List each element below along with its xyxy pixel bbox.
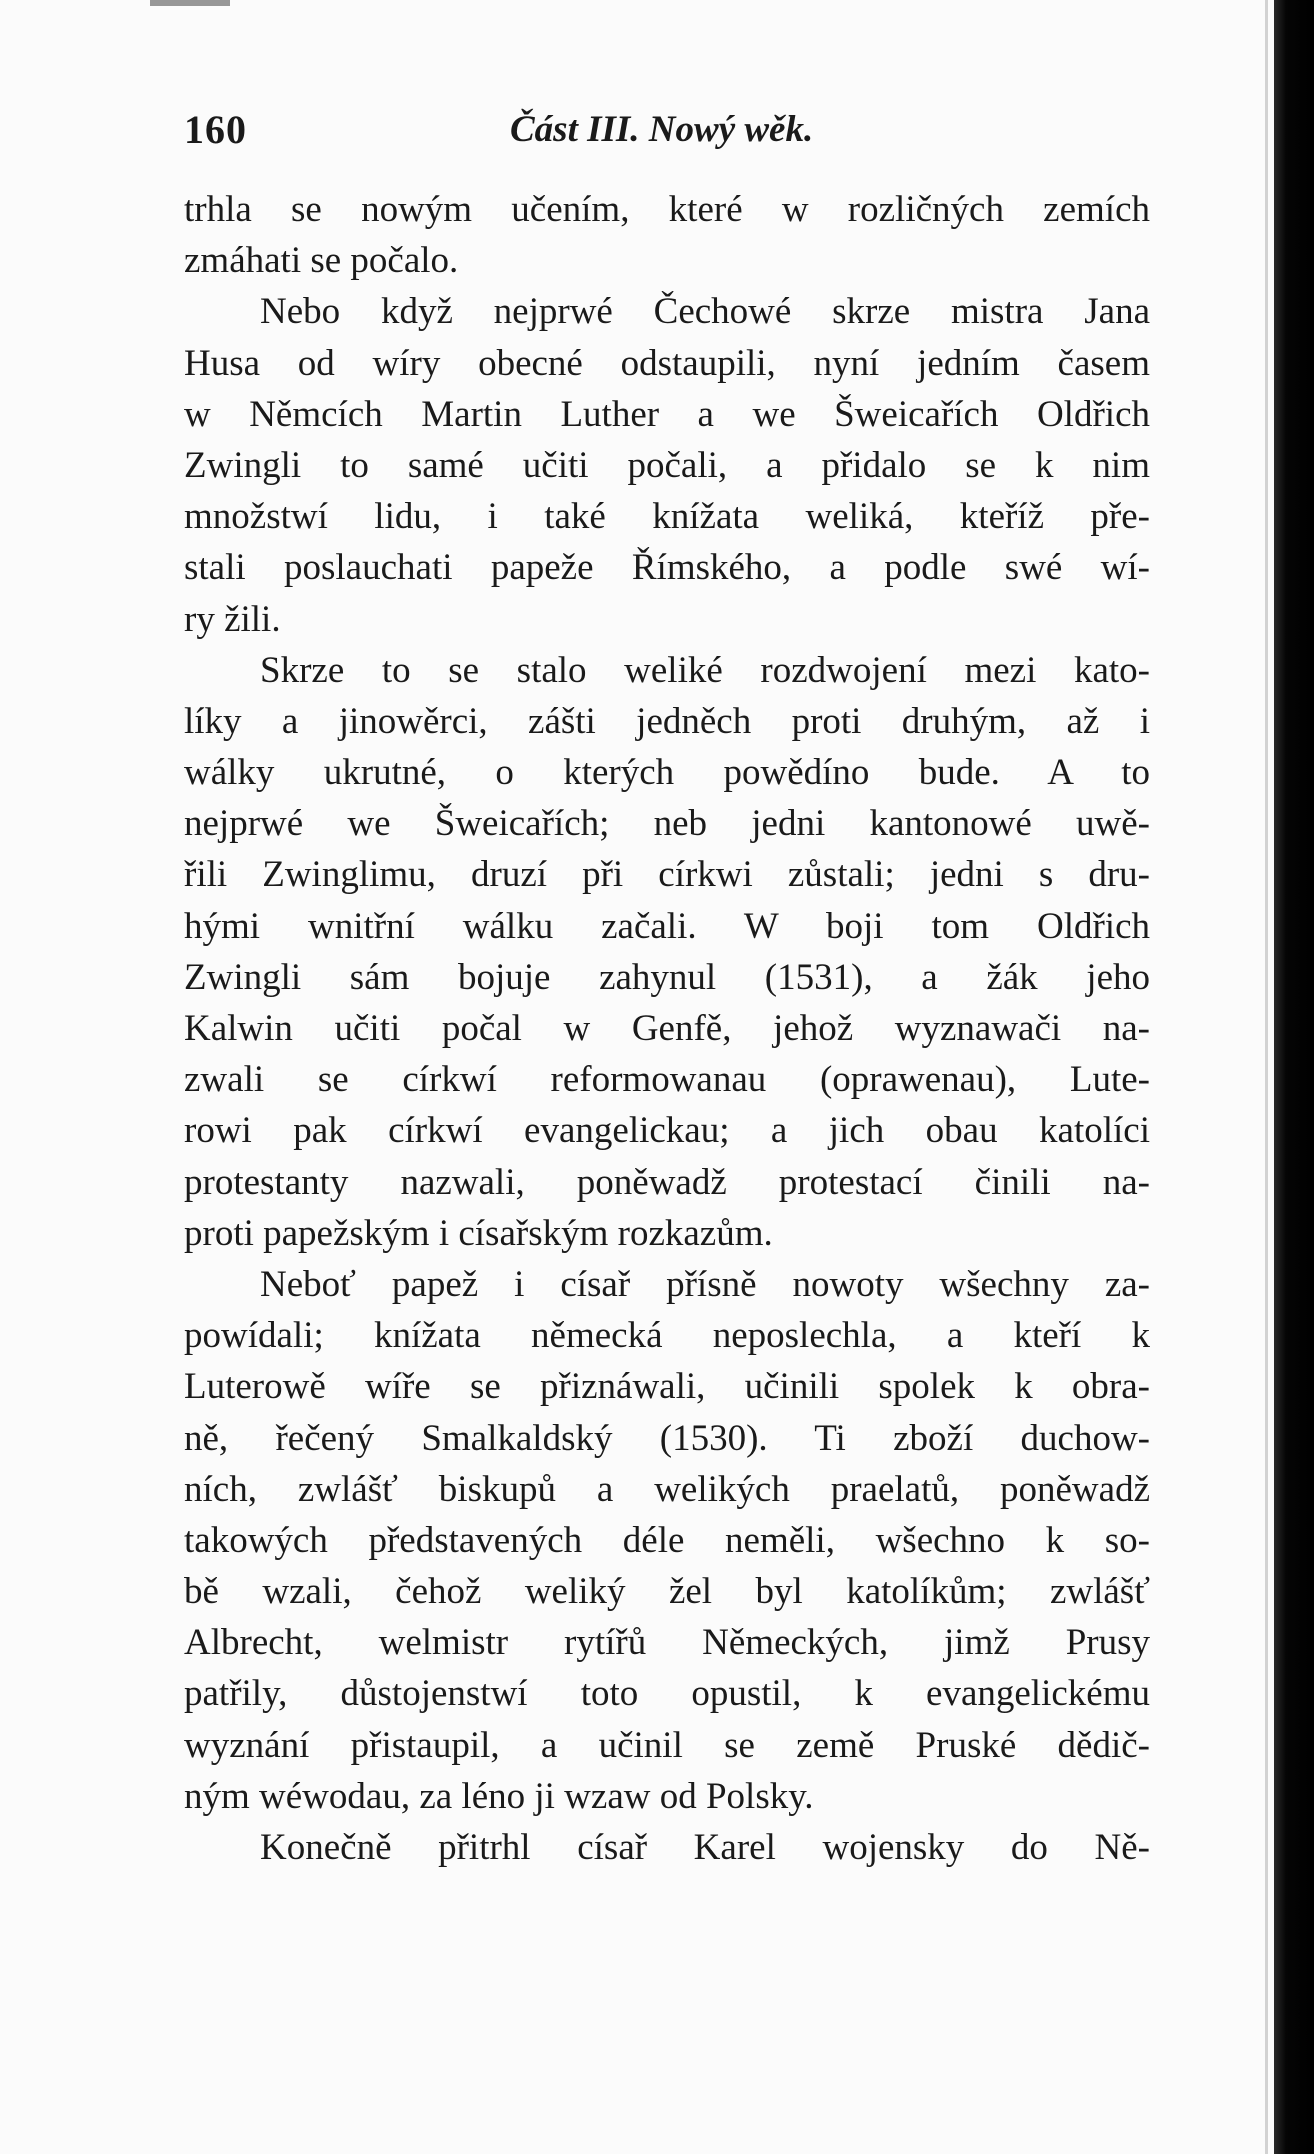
text-line: Kalwin učiti počal w Genfě, jehož wyznawači na- xyxy=(184,1008,1150,1049)
text-line: Skrze to se stalo weliké rozdwojení mezi kato- xyxy=(260,649,1150,691)
text-line: Zwingli to samé učiti počali, a přidalo se k nim xyxy=(184,444,1150,486)
page-header xyxy=(184,100,1144,160)
text-line: líky a jinowěrci, zášti jedněch proti druhým, až i xyxy=(184,700,1150,742)
text-line: w Němcích Martin Luther a we Šweicařích Oldřich xyxy=(184,393,1150,435)
text-line: stali poslauchati papeže Římského, a podle swé wí- xyxy=(184,547,1150,589)
text-line: nejprwé we Šweicařích; neb jedni kantonowé uwě- xyxy=(184,803,1150,845)
text-line: množstwí lidu, i také knížata weliká, kteříž pře- xyxy=(184,496,1150,538)
text-line: rowi pak církwí evangelickau; a jich obau katolíci xyxy=(184,1110,1150,1152)
text-line: bě wzali, čehož weliký žel byl katolíkům; zwlášť xyxy=(184,1571,1150,1613)
text-line: wyznání přistaupil, a učinil se země Pruské dědič- xyxy=(184,1724,1150,1766)
text-line: Albrecht, welmistr rytířů Německých, jimž Prusy xyxy=(184,1622,1150,1664)
text-line: takowých představených déle neměli, wšechno k so- xyxy=(184,1519,1150,1561)
text-line: zwali se církwí reformowanau (oprawenau), Lute- xyxy=(184,1059,1150,1101)
text-line: ních, zwlášť biskupů a welikých praelatů, poněwadž xyxy=(184,1468,1150,1510)
text-line: zmáhati se počalo. xyxy=(184,240,459,282)
text-line: trhla se nowým učením, které w rozličných zemích xyxy=(184,189,1150,230)
text-line: patřily, důstojenstwí toto opustil, k evangelickému xyxy=(184,1673,1150,1715)
text-line: wálky ukrutné, o kterých powědíno bude. A to xyxy=(184,752,1150,794)
text-line: Konečně přitrhl císař Karel wojensky do Ně- xyxy=(260,1827,1150,1868)
body-text xyxy=(184,184,1150,1873)
text-line: Nebo když nejprwé Čechowé skrze mistra Jana xyxy=(260,291,1150,333)
text-line: ry žili. xyxy=(184,598,281,640)
text-line: proti papežským i císařským rozkazům. xyxy=(184,1212,773,1254)
scan-edge xyxy=(1274,0,1314,2154)
page-number: 160 xyxy=(184,107,247,152)
text-line: protestanty nazwali, poněwadž protestací činili na- xyxy=(184,1161,1150,1203)
text-line: Zwingli sám bojuje zahynul (1531), a žák jeho xyxy=(184,956,1150,998)
page-edge-line xyxy=(1265,0,1268,2154)
text-line: hými wnitřní wálku začali. W boji tom Oldřich xyxy=(184,905,1150,947)
text-line: ně, řečený Smalkaldský (1530). Ti zboží duchow- xyxy=(184,1417,1150,1459)
text-line: Husa od wíry obecné odstaupili, nyní jedním časem xyxy=(184,342,1150,384)
text-line: řili Zwinglimu, druzí při církwi zůstali; jedni s dru- xyxy=(184,854,1150,896)
text-line: Neboť papež i císař přísně nowoty wšechny za- xyxy=(260,1263,1150,1305)
running-head: Část III. Nowý wěk. xyxy=(510,109,814,150)
scan-artifact xyxy=(150,0,230,6)
text-line: powídali; knížata německá neposlechla, a kteří k xyxy=(184,1315,1150,1357)
text-line: Luterowě wíře se přiznáwali, učinili spolek k obra- xyxy=(184,1366,1150,1408)
text-line: ným wéwodau, za léno ji wzaw od Polsky. xyxy=(184,1775,814,1817)
